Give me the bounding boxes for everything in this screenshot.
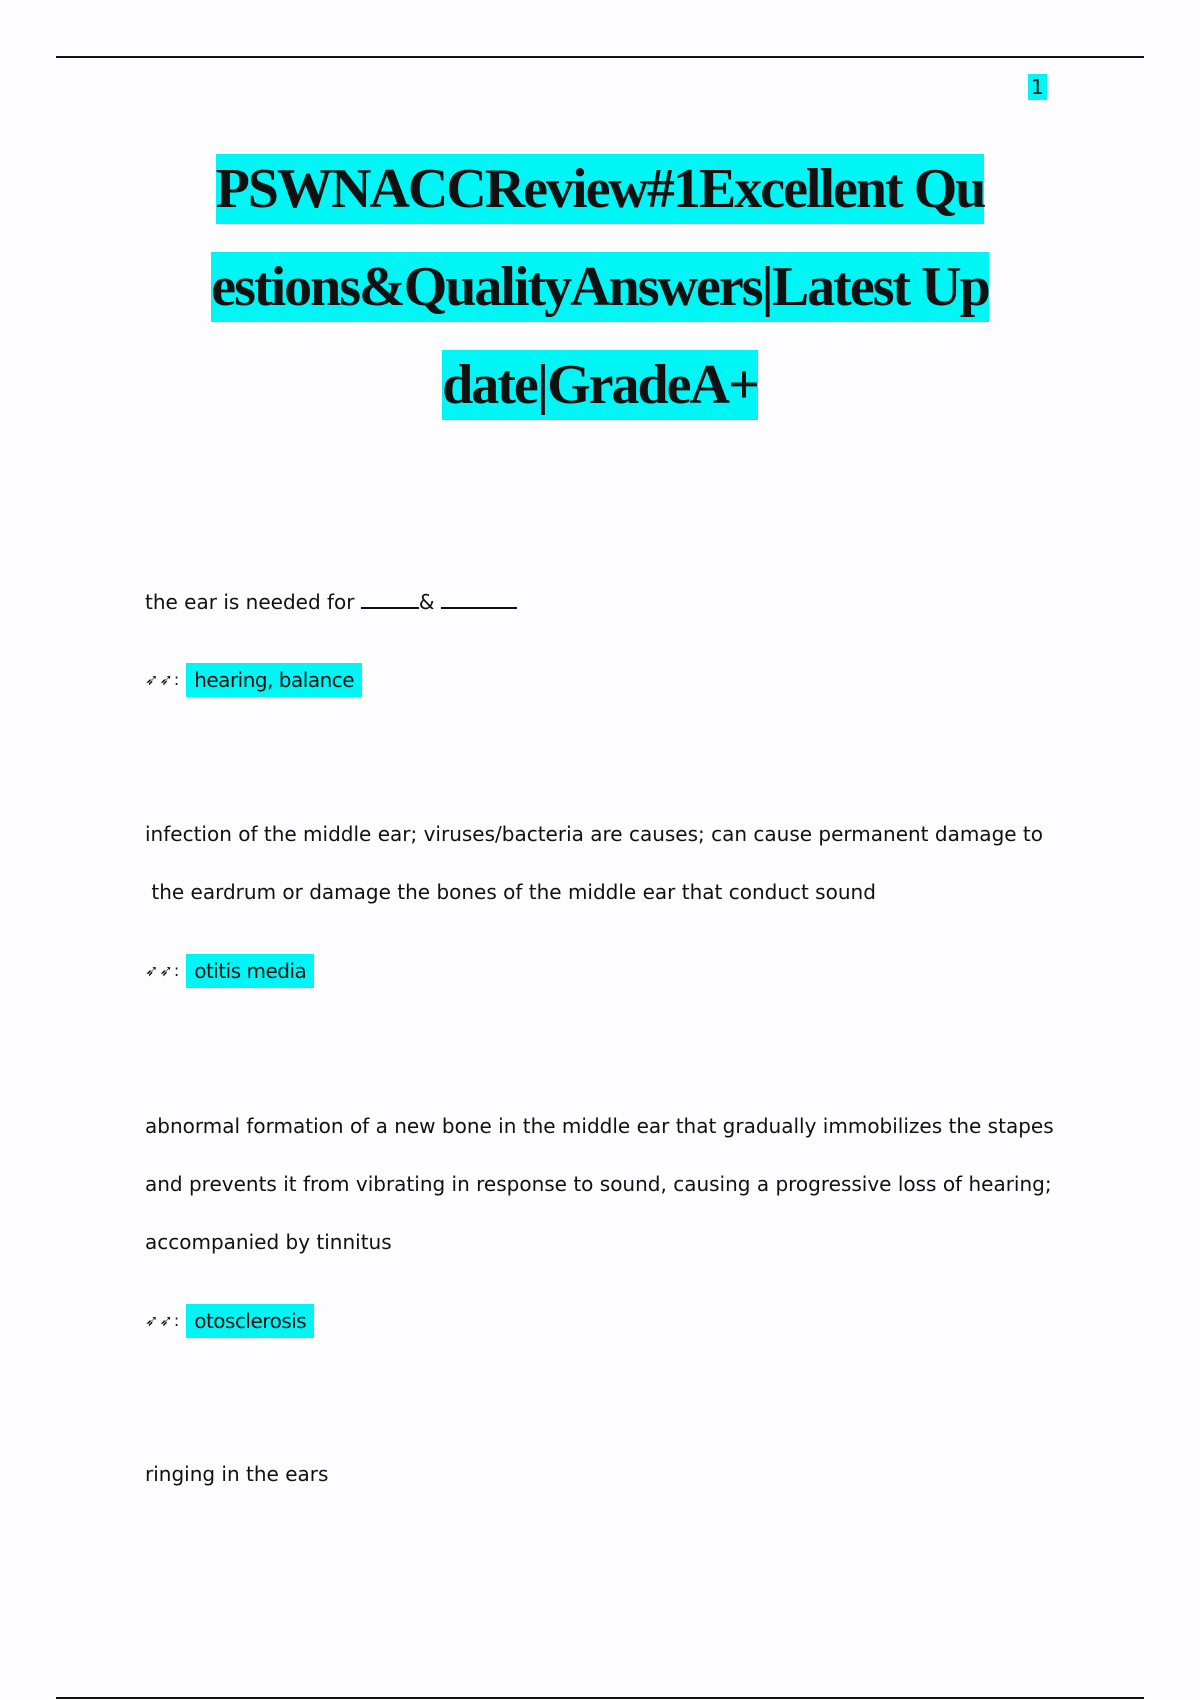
- question-2: [145, 805, 1065, 921]
- blank-line: [441, 587, 517, 609]
- question-2-line-2: the eardrum or damage the bones of the middle ear that conduct sound: [145, 880, 876, 904]
- question-3-line-1: abnormal formation of a new bone in the middle ear that gradually immobilizes the stapes: [145, 1114, 1054, 1138]
- title-line-3: [0, 336, 1200, 434]
- title-line-3-text: date|GradeA+: [442, 350, 758, 420]
- answer-1: [145, 663, 362, 697]
- question-4: [145, 1445, 1065, 1503]
- title-line-2-text: estions&QualityAnswers|Latest Up: [211, 252, 988, 322]
- question-3-line-3: accompanied by tinnitus: [145, 1230, 392, 1254]
- answer-2-text: otitis media: [186, 954, 314, 988]
- answer-1-text: hearing, balance: [186, 663, 362, 697]
- document-title: [0, 140, 1200, 434]
- footer-rule: [56, 1697, 1144, 1699]
- question-3-line-2: and prevents it from vibrating in response to sound, causing a progressive loss of hearing;: [145, 1172, 1052, 1196]
- question-2-line-1: infection of the middle ear; viruses/bacteria are causes; can cause permanent damage to: [145, 822, 1043, 846]
- answer-marker-icon: ➶➶:: [145, 1311, 181, 1330]
- question-1-text: the ear is needed for: [145, 590, 355, 614]
- question-1: [145, 573, 1065, 631]
- title-line-1-text: PSWNACCReview#1Excellent Qu: [216, 154, 985, 224]
- answer-3-text: otosclerosis: [186, 1304, 314, 1338]
- answer-3: [145, 1304, 314, 1338]
- question-1-ampersand: &: [418, 590, 435, 614]
- question-4-line-1: ringing in the ears: [145, 1462, 329, 1486]
- header-rule: [56, 56, 1144, 58]
- answer-marker-icon: ➶➶:: [145, 670, 181, 689]
- page-number: 1: [1028, 74, 1047, 100]
- answer-marker-icon: ➶➶:: [145, 961, 181, 980]
- answer-2: [145, 954, 314, 988]
- question-3: [145, 1097, 1065, 1271]
- blank-line: [361, 587, 419, 609]
- title-line-1: [0, 140, 1200, 238]
- title-line-2: [0, 238, 1200, 336]
